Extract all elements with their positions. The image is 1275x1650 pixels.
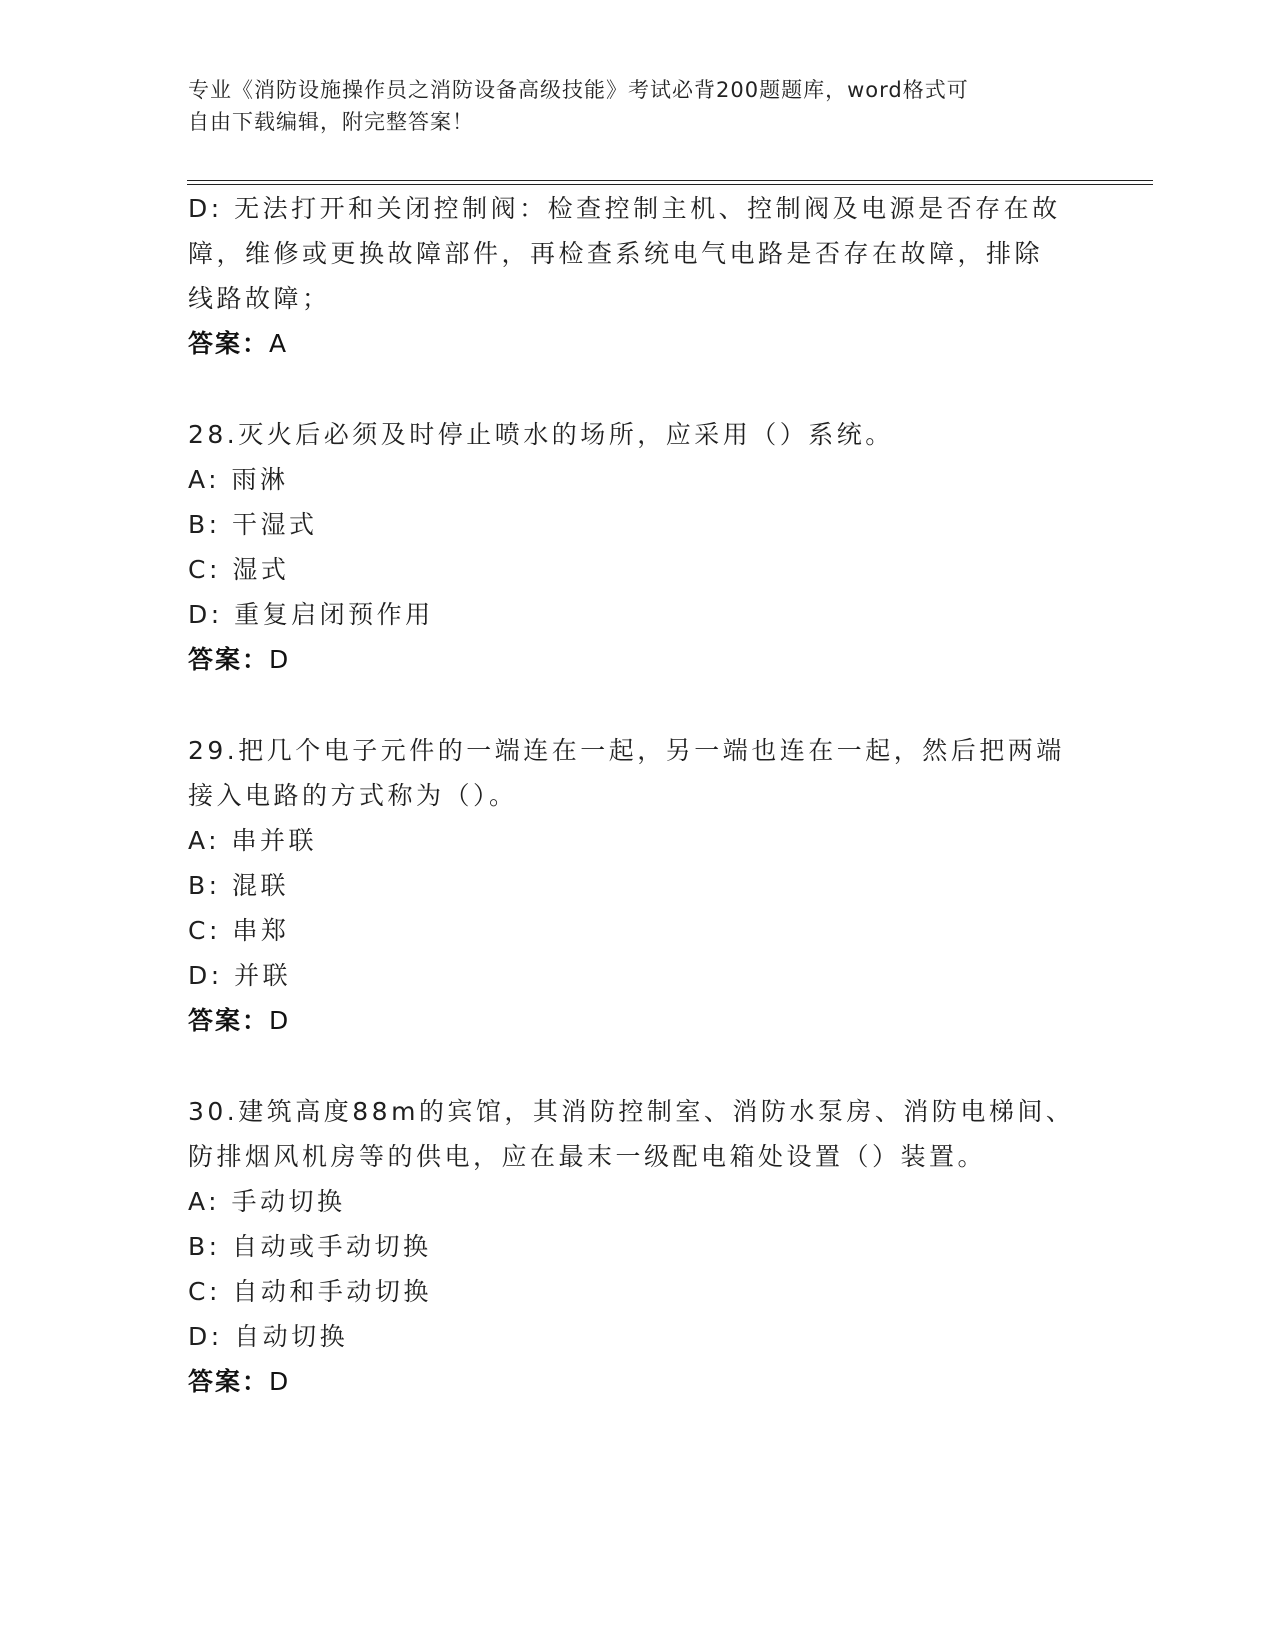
answer-value: D <box>269 1006 291 1035</box>
question-29 <box>188 728 1088 1043</box>
spacer <box>188 1043 1088 1089</box>
option-a: A: 手动切换 <box>188 1187 346 1216</box>
answer-line <box>188 1359 1088 1404</box>
spacer <box>188 682 1088 728</box>
answer-line <box>188 321 1088 366</box>
question-stem-line-2: 防排烟风机房等的供电，应在最末一级配电箱处设置（）装置。 <box>188 1142 987 1171</box>
answer-line <box>188 637 1088 682</box>
option-b: B: 混联 <box>188 871 290 900</box>
previous-question-tail <box>188 186 1088 366</box>
question-stem-line-2: 接入电路的方式称为（）。 <box>188 781 518 810</box>
question-stem-line-1: 29.把几个电子元件的一端连在一起，另一端也连在一起，然后把两端 <box>188 736 1065 765</box>
option-d-line-1: D: 无法打开和关闭控制阀：检查控制主机、控制阀及电源是否存在故 <box>188 194 1061 223</box>
option-d: D: 自动切换 <box>188 1322 349 1351</box>
header-divider-bottom <box>187 184 1153 185</box>
answer-label: 答案： <box>188 1006 270 1035</box>
document-header <box>188 74 1068 138</box>
option-d: D: 重复启闭预作用 <box>188 600 434 629</box>
option-d-line-2: 障，维修或更换故障部件，再检查系统电气电路是否存在故障，排除 <box>188 239 1044 268</box>
answer-value: D <box>269 1367 291 1396</box>
header-title-line-1: 专业《消防设施操作员之消防设备高级技能》考试必背200题题库，word格式可 <box>188 78 969 102</box>
option-b: B: 干湿式 <box>188 510 318 539</box>
option-d: D: 并联 <box>188 961 292 990</box>
option-d-line-3: 线路故障； <box>188 284 331 313</box>
answer-label: 答案： <box>188 645 270 674</box>
question-28 <box>188 412 1088 682</box>
question-list <box>188 186 1088 1404</box>
option-c: C: 自动和手动切换 <box>188 1277 432 1306</box>
option-a: A: 串并联 <box>188 826 318 855</box>
answer-line <box>188 998 1088 1043</box>
header-divider-top <box>187 180 1153 181</box>
question-30 <box>188 1089 1088 1404</box>
spacer <box>188 366 1088 412</box>
answer-value: D <box>269 645 291 674</box>
option-c: C: 串郑 <box>188 916 290 945</box>
option-c: C: 湿式 <box>188 555 290 584</box>
header-title-line-2: 自由下载编辑，附完整答案！ <box>188 110 474 134</box>
answer-label: 答案： <box>188 329 270 358</box>
option-b: B: 自动或手动切换 <box>188 1232 432 1261</box>
answer-value: A <box>269 329 289 358</box>
question-stem-line-1: 30.建筑高度88m的宾馆，其消防控制室、消防水泵房、消防电梯间、 <box>188 1097 1075 1126</box>
question-stem: 28.灭火后必须及时停止喷水的场所，应采用（）系统。 <box>188 420 894 449</box>
answer-label: 答案： <box>188 1367 270 1396</box>
option-a: A: 雨淋 <box>188 465 289 494</box>
